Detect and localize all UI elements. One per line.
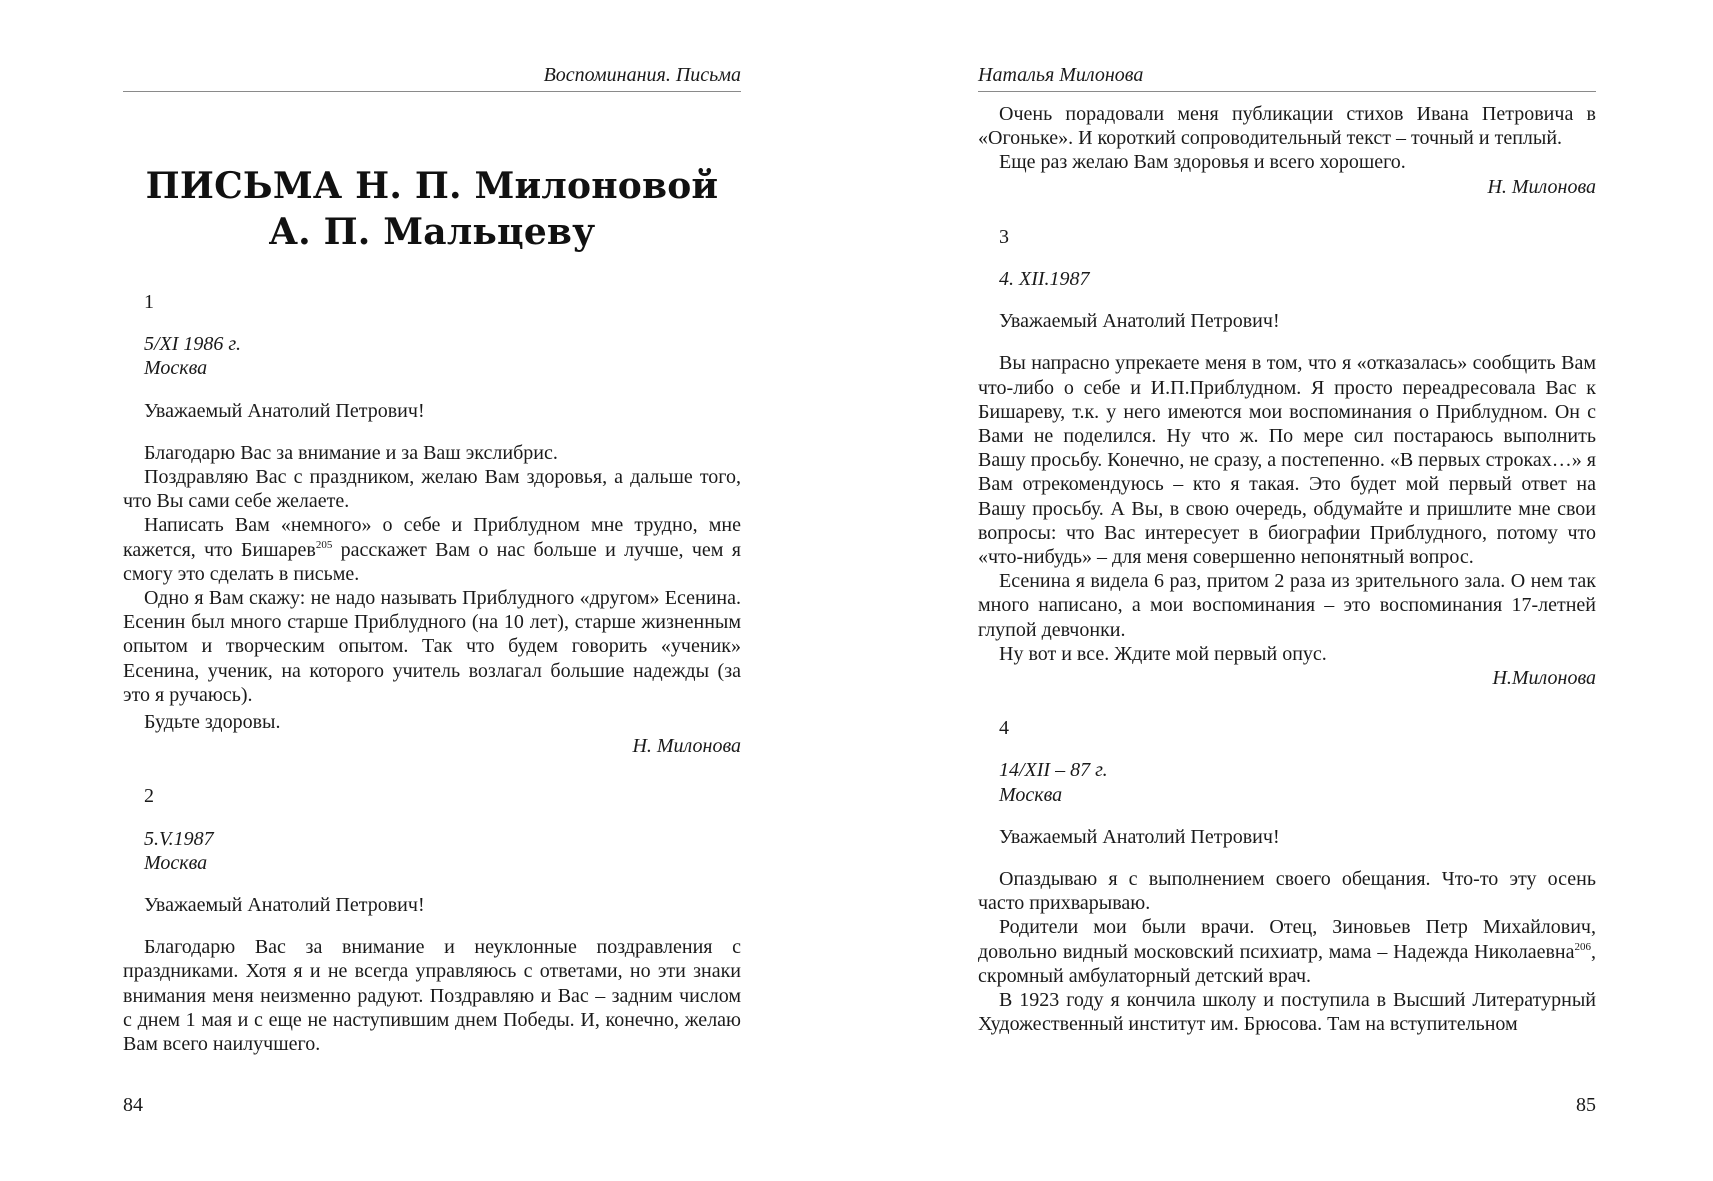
paragraph: Очень порадовали меня публикации стихов Ивана Петровича в «Огоньке». И короткий сопроводительный текст – точный и теплый. bbox=[978, 103, 1596, 150]
letter-date: 4. XII.1987 bbox=[999, 268, 1090, 291]
page-number: 84 bbox=[123, 1094, 143, 1116]
paragraph: Благодарю Вас за внимание и за Ваш экслибрис. bbox=[144, 441, 558, 464]
letter-greeting: Уважаемый Анатолий Петрович! bbox=[999, 310, 1280, 333]
letter-greeting: Уважаемый Анатолий Петрович! bbox=[144, 399, 425, 422]
paragraph: Есенина я видела 6 раз, притом 2 раза из зрительного зала. О нем так много написано, а мои воспоминания – это воспоминания 17-летней глупой девчонки. bbox=[978, 570, 1596, 641]
letter-date: 14/XII – 87 г. bbox=[999, 759, 1108, 782]
title-line-1: ПИСЬМА Н. П. Милоновой bbox=[145, 165, 719, 207]
letter-place: Москва bbox=[999, 783, 1063, 806]
left-page-content bbox=[123, 290, 741, 1056]
signature: Н.Милонова bbox=[1492, 667, 1596, 690]
letter-place: Москва bbox=[144, 851, 208, 874]
paragraph: Одно я Вам скажу: не надо называть Приблудного «другом» Есенина. Есенин был много старше Приблудного (на 10 лет), старше жизненным опытом и творческим опытом. Так что будем говорить «ученик» Есенина, ученик, на которого учитель возлагал большие надежды (за это я ручаюсь). bbox=[123, 587, 741, 706]
paragraph: Родители мои были врачи. Отец, Зиновьев Петр Михайлович, довольно видный московский психиатр, мама – Надежда Николаевна$^{206}$, скромный амбулаторный детский врач. bbox=[978, 916, 1596, 987]
letter-place: Москва bbox=[144, 357, 208, 380]
running-head: Воспоминания. Письма bbox=[123, 63, 741, 92]
paragraph: Еще раз желаю Вам здоровья и всего хорошего. bbox=[999, 151, 1406, 174]
letter-number: 3 bbox=[999, 225, 1009, 248]
running-head: Наталья Милонова bbox=[978, 63, 1596, 92]
letter-number: 4 bbox=[999, 717, 1009, 740]
footnote-ref[interactable]: 206 bbox=[1574, 940, 1591, 953]
paragraph: Благодарю Вас за внимание и неуклонные поздравления с праздниками. Хотя я и не всегда управляюсь с ответами, но эти знаки внимания меня неизменно радуют. Поздравляю и Вас – задним числом с днем 1 мая и с еще не наступившим днем Победы. И, конечно, желаю Вам всего наилучшего. bbox=[123, 936, 741, 1056]
signature: Н. Милонова bbox=[1487, 175, 1596, 198]
paragraph: Опаздываю я с выполнением своего обещания. Что-то эту осень часто прихварываю. bbox=[978, 868, 1596, 915]
letter-number: 2 bbox=[144, 785, 154, 808]
title-line-2: А. П. Мальцеву bbox=[268, 211, 596, 253]
paragraph: Поздравляю Вас с праздником, желаю Вам здоровья, а дальше того, что Вы сами себе желаете. bbox=[123, 466, 741, 513]
chapter-title bbox=[123, 163, 741, 255]
letter-date: 5/XI 1986 г. bbox=[144, 333, 241, 356]
paragraph: Ну вот и все. Ждите мой первый опус. bbox=[999, 642, 1327, 665]
letter-greeting: Уважаемый Анатолий Петрович! bbox=[144, 894, 425, 917]
signature: Н. Милонова bbox=[632, 735, 741, 758]
letter-date: 5.V.1987 bbox=[144, 827, 214, 850]
right-page-content bbox=[978, 102, 1596, 1037]
right-page bbox=[978, 0, 1596, 1181]
paragraph: Будьте здоровы. bbox=[144, 711, 281, 734]
letter-number: 1 bbox=[144, 291, 154, 313]
page-number: 85 bbox=[1576, 1094, 1596, 1116]
paragraph: Вы напрасно упрекаете меня в том, что я «отказалась» сообщить Вам что-либо о себе и И.П.Приблудном. Я просто переадресовала Вас к Бишареву, т.к. у него имеются мои воспоминания о Приблудном. Он с Вами не поделился. Ну что ж. По мере сил постараюсь выполнить Вашу просьбу. Конечно, не сразу, а постепенно. «В первых строках…» я Вам отрекомендуюсь – кто я такая. Это будет мой первый ответ на Вашу просьбу. А Вы, в свою очередь, обдумайте и пришлите мне свои вопросы: что Вас интересует в биографии Приблудного, потому что «что-нибудь» – для меня совершенно непонятный вопрос. bbox=[978, 352, 1596, 569]
paragraph: Написать Вам «немного» о себе и Приблудном мне трудно, мне кажется, что Бишарев$^{205}$ расскажет Вам о нас больше и лучше, чем я смогу это сделать в письме. bbox=[123, 514, 741, 585]
footnote-ref[interactable]: 205 bbox=[315, 538, 333, 551]
paragraph: В 1923 году я кончила школу и поступила в Высший Литературный Художественный институт им. Брюсова. Там на вступительном bbox=[978, 989, 1596, 1036]
letter-greeting: Уважаемый Анатолий Петрович! bbox=[999, 825, 1280, 848]
left-page bbox=[123, 0, 741, 1181]
